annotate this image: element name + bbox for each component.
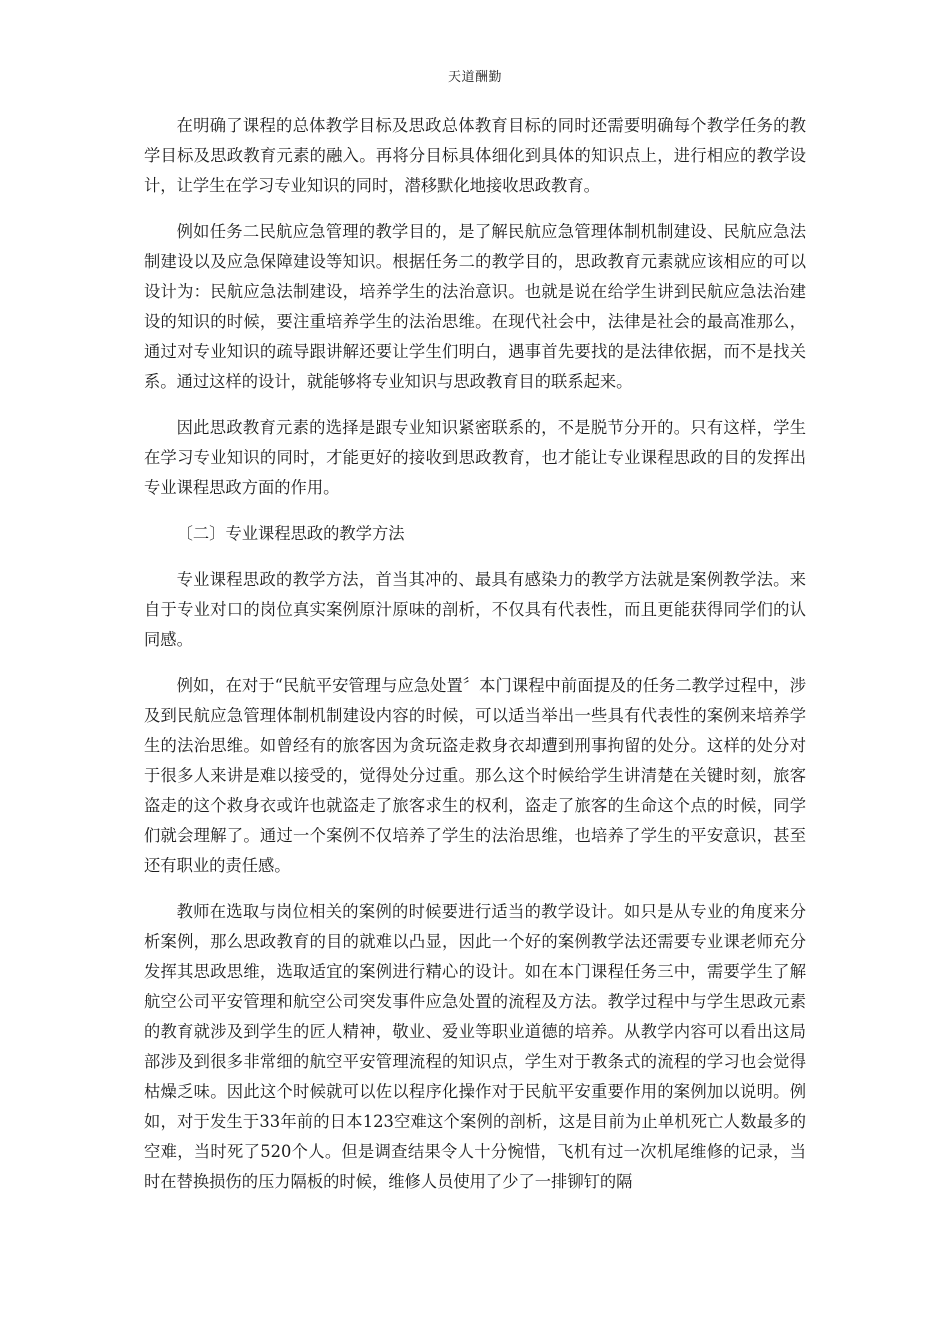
paragraph: 例如，在对于“民航平安管理与应急处置〞本门课程中前面提及的任务二教学过程中，涉及到民航应急管理体制机制建设内容的时候，可以适当举出一些具有代表性的案例来培养学生的法治思维。如曾经有的旅客因为贪玩盗走救身衣却遭到刑事拘留的处分。这样的处分对于很多人来讲是难以接受的，觉得处分过重。那么这个时候给学生讲清楚在关键时刻，旅客盗走的这个救身衣或许也就盗走了旅客求生的权利，盗走了旅客的生命这个点的时候，同学们就会理解了。通过一个案例不仅培养了学生的法治思维，也培养了学生的平安意识，甚至还有职业的责任感。 [144,676,806,875]
paragraph: 教师在选取与岗位相关的案例的时候要进行适当的教学设计。如只是从专业的角度来分析案例，那么思政教育的目的就难以凸显，因此一个好的案例教学法还需要专业课老师充分发挥其思政思维，选取适宜的案例进行精心的设计。如在本门课程任务三中，需要学生了解航空公司平安管理和航空公司突发事件应急处置的流程及方法。教学过程中与学生思政元素的教育就涉及到学生的匠人精神，敬业、爱业等职业道德的培养。从教学内容可以看出这局部涉及到很多非常细的航空平安管理流程的知识点，学生对于教条式的流程的学习也会觉得枯燥乏味。因此这个时候就可以佐以程序化操作对于民航平安重要作用的案例加以说明。例如，对于发生于33年前的日本123空难这个案例的剖析，这是目前为止单机死亡人数最多的空难，当时死了520个人。但是调查结果令人十分惋惜，飞机有过一次机尾维修的记录，当时在替换损伤的压力隔板的时候，维修人员使用了少了一排铆钉的隔 [144,902,806,1191]
document-body [144,111,806,1213]
paragraph: 例如任务二民航应急管理的教学目的，是了解民航应急管理体制机制建设、民航应急法制建设以及应急保障建设等知识。根据任务二的教学目的，思政教育元素就应该相应的可以设计为：民航应急法制建设，培养学生的法治意识。也就是说在给学生讲到民航应急法治建设的知识的时候，要注重培养学生的法治思维。在现代社会中，法律是社会的最高准那么，通过对专业知识的疏导跟讲解还要让学生们明白，遇事首先要找的是法律依据，而不是找关系。通过这样的设计，就能够将专业知识与思政教育目的联系起来。 [144,222,806,391]
page-header: 天道酬勤 [447,70,502,85]
paragraph: 在明确了课程的总体教学目标及思政总体教育目标的同时还需要明确每个教学任务的教学目标及思政教育元素的融入。再将分目标具体细化到具体的知识点上，进行相应的教学设计，让学生在学习专业知识的同时，潜移默化地接收思政教育。 [144,116,806,195]
paragraph: 专业课程思政的教学方法，首当其冲的、最具有感染力的教学方法就是案例教学法。来自于专业对口的岗位真实案例原汁原味的剖析，不仅具有代表性，而且更能获得同学们的认同感。 [144,570,806,649]
section-heading: 〔二〕专业课程思政的教学方法 [176,524,405,543]
paragraph: 因此思政教育元素的选择是跟专业知识紧密联系的，不是脱节分开的。只有这样，学生在学习专业知识的同时，才能更好的接收到思政教育，也才能让专业课程思政的目的发挥出专业课程思政方面的作用。 [144,418,806,497]
